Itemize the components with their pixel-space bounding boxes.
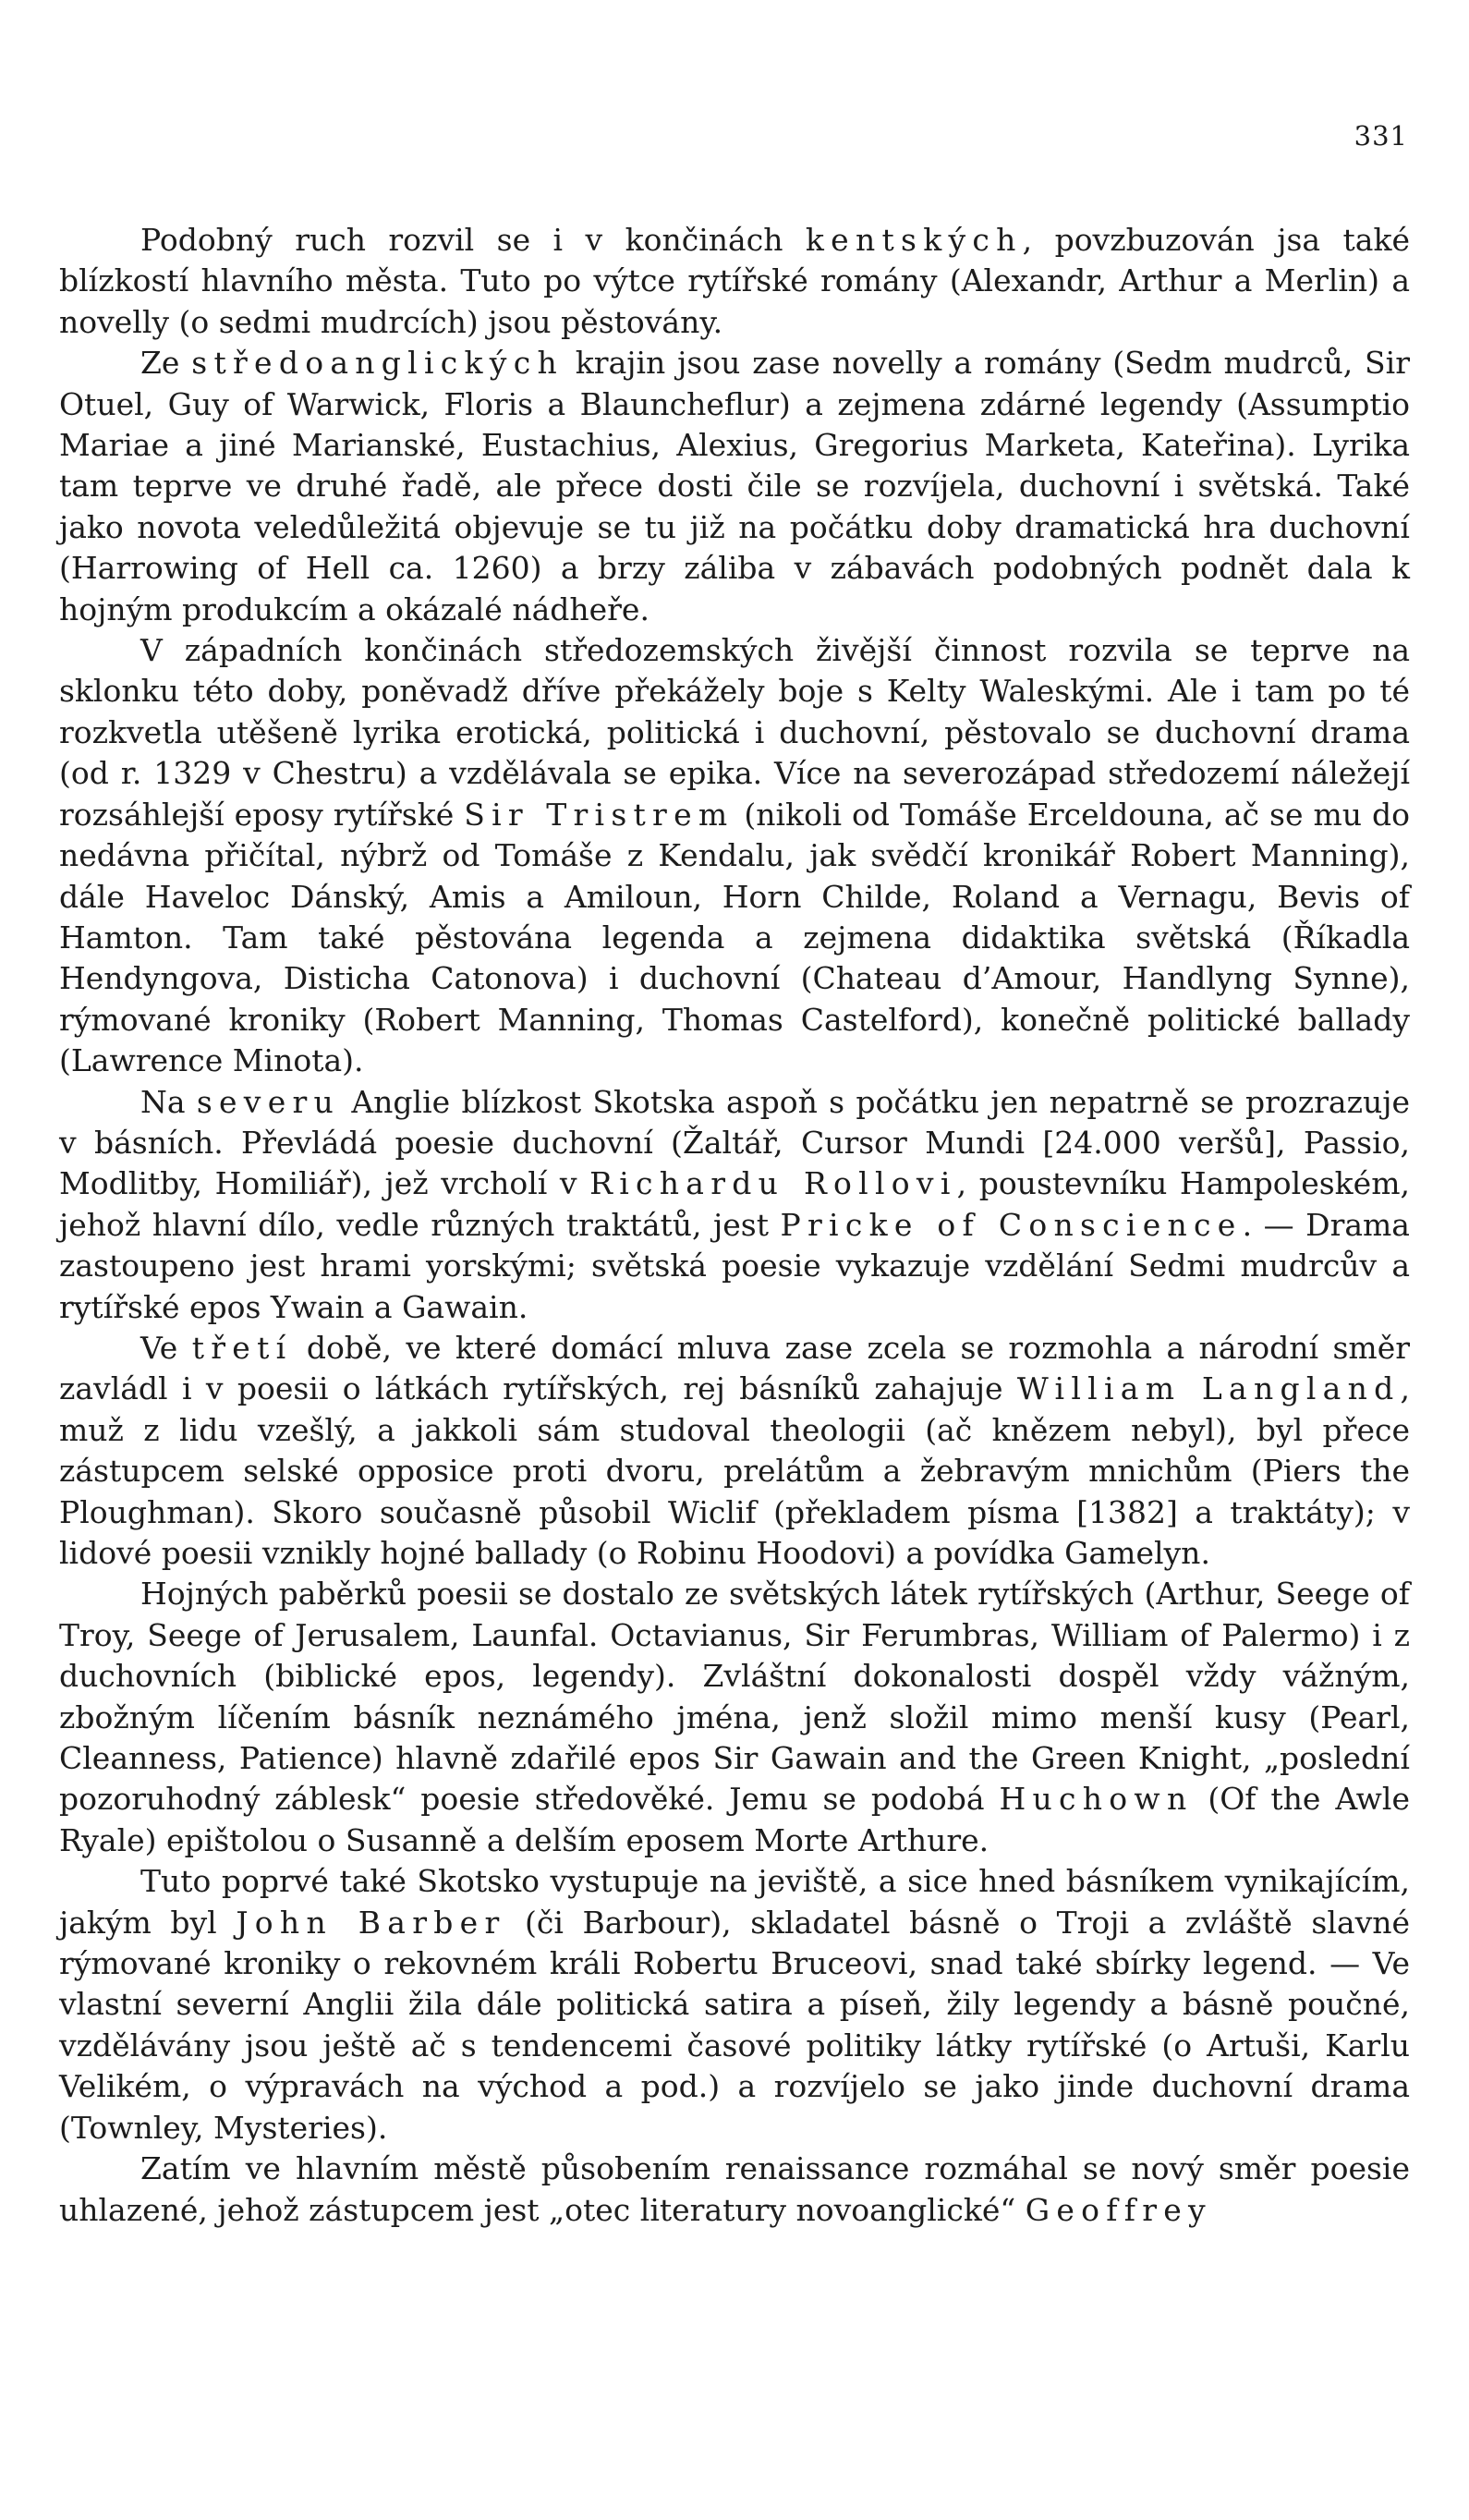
spaced-emphasis-text: Huchown (999, 1781, 1194, 1818)
paragraph-text: krajin jsou zase novelly a romány (Sedm mudrců, Sir Otuel, Guy of Warwick, Floris a Blauncheflur) a zejmena zdárné legendy (Assumptio Mariae a jiné Marianské, Eustachius, Alexius, Gregorius Marketa, Kateřina). Lyrika tam teprve ve druhé řadě, ale přece dosti čile se rozvíjela, duchovní i světská. Také jako novota veledůležitá objevuje se tu již na počátku doby dramatická hra duchovní (Harrowing of Hell ca. 1260) a brzy záliba v zábavách podobných podnět dala k hojným produkcím a okázalé nádheře. (59, 345, 1410, 627)
paragraph-text: Zatím ve hlavním městě působením renaissance rozmáhal se nový směr poesie uhlazené, jehož zástupcem jest „otec literatury novoanglické“ (59, 2150, 1410, 2228)
paragraph-text: (či Barbour), skladatel básně o Troji a zvláště slavné rýmované kroniky o rekovném králi Robertu Bruceovi, snad také sbírky legend. — Ve vlastní severní Anglii žila dále politická satira a píseň, žily legendy a básně poučné, vzdělávány jsou ještě ač s tendencemi časové politiky látky rytířské (o Artuši, Karlu Velikém, o výpravách na východ a pod.) a rozvíjelo se jako jinde duchovní drama (Townley, Mysteries). (59, 1904, 1410, 2146)
spaced-emphasis-text: středoanglických (191, 345, 564, 382)
spaced-emphasis-text: kentských (805, 222, 1023, 258)
paragraph-text: Hojných paběrků poesii se dostalo ze světských látek rytířských (Arthur, Seege of Troy, Seege of Jerusalem, Launfal. Octavianus, Sir Ferumbras, William of Palermo) i z duchovních (biblické epos, legendy). Zvláštní dokonalosti dospěl vždy vážným, zbožným líčením básník neznámého jména, jenž složil mimo menší kusy (Pearl, Cleanness, Patience) hlavně zdařilé epos Sir Gawain and the Green Knight, „poslední pozoruhodný záblesk“ poesie středověké. Jemu se podobá (59, 1576, 1410, 1818)
spaced-emphasis-text: Richardu Rollovi (589, 1165, 957, 1202)
paragraph-text: , muž z lidu vzešlý, a jakkoli sám studoval theologii (ač knězem nebyl), byl přece zástupcem selské opposice proti dvoru, prelátům a žebravým mnichům (Piers the Ploughman). Skoro současně působil Wiclif (překladem písma [1382] a traktáty); v lidové poesii vznikly hojné ballady (o Robinu Hoodovi) a povídka Gamelyn. (59, 1370, 1410, 1571)
paragraph-text: Na (140, 1083, 197, 1120)
paragraph (59, 343, 1410, 630)
paragraph-text: Anglie blízkost Skotska aspoň s počátku jen nepatrně se prozrazuje v básních. Převládá poesie duchovní (Žaltář, Cursor Mundi [24.000 veršů], Passio, Modlitby, Homiliář), jež vrcholí v (59, 1083, 1410, 1202)
paragraph-text: , poustevníku Hampoleském, jehož hlavní dílo, vedle různých traktátů, jest (59, 1165, 1410, 1243)
spaced-emphasis-text: Sir Tristrem (464, 796, 734, 833)
paragraph-text: Ve (140, 1329, 192, 1366)
spaced-emphasis-text: třetí (191, 1329, 293, 1366)
paragraph (59, 220, 1410, 343)
paragraph-text: (Of the Awle Ryale) epištolou o Susanně a delším eposem Morte Arthure. (59, 1781, 1411, 1858)
spaced-emphasis-text: Geoffrey (1025, 2191, 1212, 2228)
paragraph-text: Tuto poprvé také Skotsko vystupuje na jeviště, a sice hned básníkem vynikajícím, jakým byl (59, 1863, 1410, 1941)
paragraph (59, 630, 1410, 1081)
paragraph-text: Ze (140, 345, 192, 382)
paragraph-text: V západních končinách středozemských živější činnost rozvila se teprve na sklonku této doby, poněvadž dříve překážely boje s Kelty Waleskými. Ale i tam po té rozkvetla utěšeně lyrika erotická, politická i duchovní, pěstovalo se duchovní drama (od r. 1329 v Chestru) a vzdělávala se epika. Více na severozápad středozemí náležejí rozsáhlejší eposy rytířské (59, 632, 1410, 833)
paragraph-text: , povzbuzován jsa také blízkostí hlavního města. Tuto po výtce rytířské romány (Alexandr, Arthur a Merlin) a novelly (o sedmi mudrcích) jsou pěstovány. (59, 222, 1410, 340)
paragraph (59, 1574, 1410, 1861)
paragraph-text: Podobný ruch rozvil se i v končinách (140, 222, 806, 258)
spaced-emphasis-text: severu (196, 1083, 341, 1120)
spaced-emphasis-text: Pricke of Conscience (780, 1206, 1243, 1243)
paragraph (59, 1082, 1410, 1328)
spaced-emphasis-text: William Langland (1016, 1370, 1401, 1407)
spaced-emphasis-text: John Barber (236, 1904, 506, 1941)
body-text (59, 220, 1410, 2231)
paragraph (59, 2149, 1410, 2231)
paragraph-text: době, ve které domácí mluva zase zcela se rozmohla a národní směr zavládl i v poesii o látkách rytířských, rej básníků zahajuje (59, 1329, 1410, 1407)
paragraph-text: . — Drama zastoupeno jest hrami yorskými; světská poesie vykazuje vzdělání Sedmi mudrcův a rytířské epos Ywain a Gawain. (59, 1206, 1410, 1325)
page-number: 331 (1354, 120, 1408, 152)
paragraph (59, 1861, 1410, 2149)
paragraph (59, 1328, 1410, 1574)
paragraph-text: (nikoli od Tomáše Erceldouna, ač se mu do nedávna přičítal, nýbrž od Tomáše z Kendalu, jak svědčí kronikář Robert Manning), dále Haveloc Dánský, Amis a Amiloun, Horn Childe, Roland a Vernagu, Bevis of Hamton. Tam také pěstována legenda a zejmena didaktika světská (Říkadla Hendyngova, Disticha Catonova) i duchovní (Chateau d’Amour, Handlyng Synne), rýmované kroniky (Robert Manning, Thomas Castelford), konečně politické ballady (Lawrence Minota). (59, 796, 1410, 1079)
